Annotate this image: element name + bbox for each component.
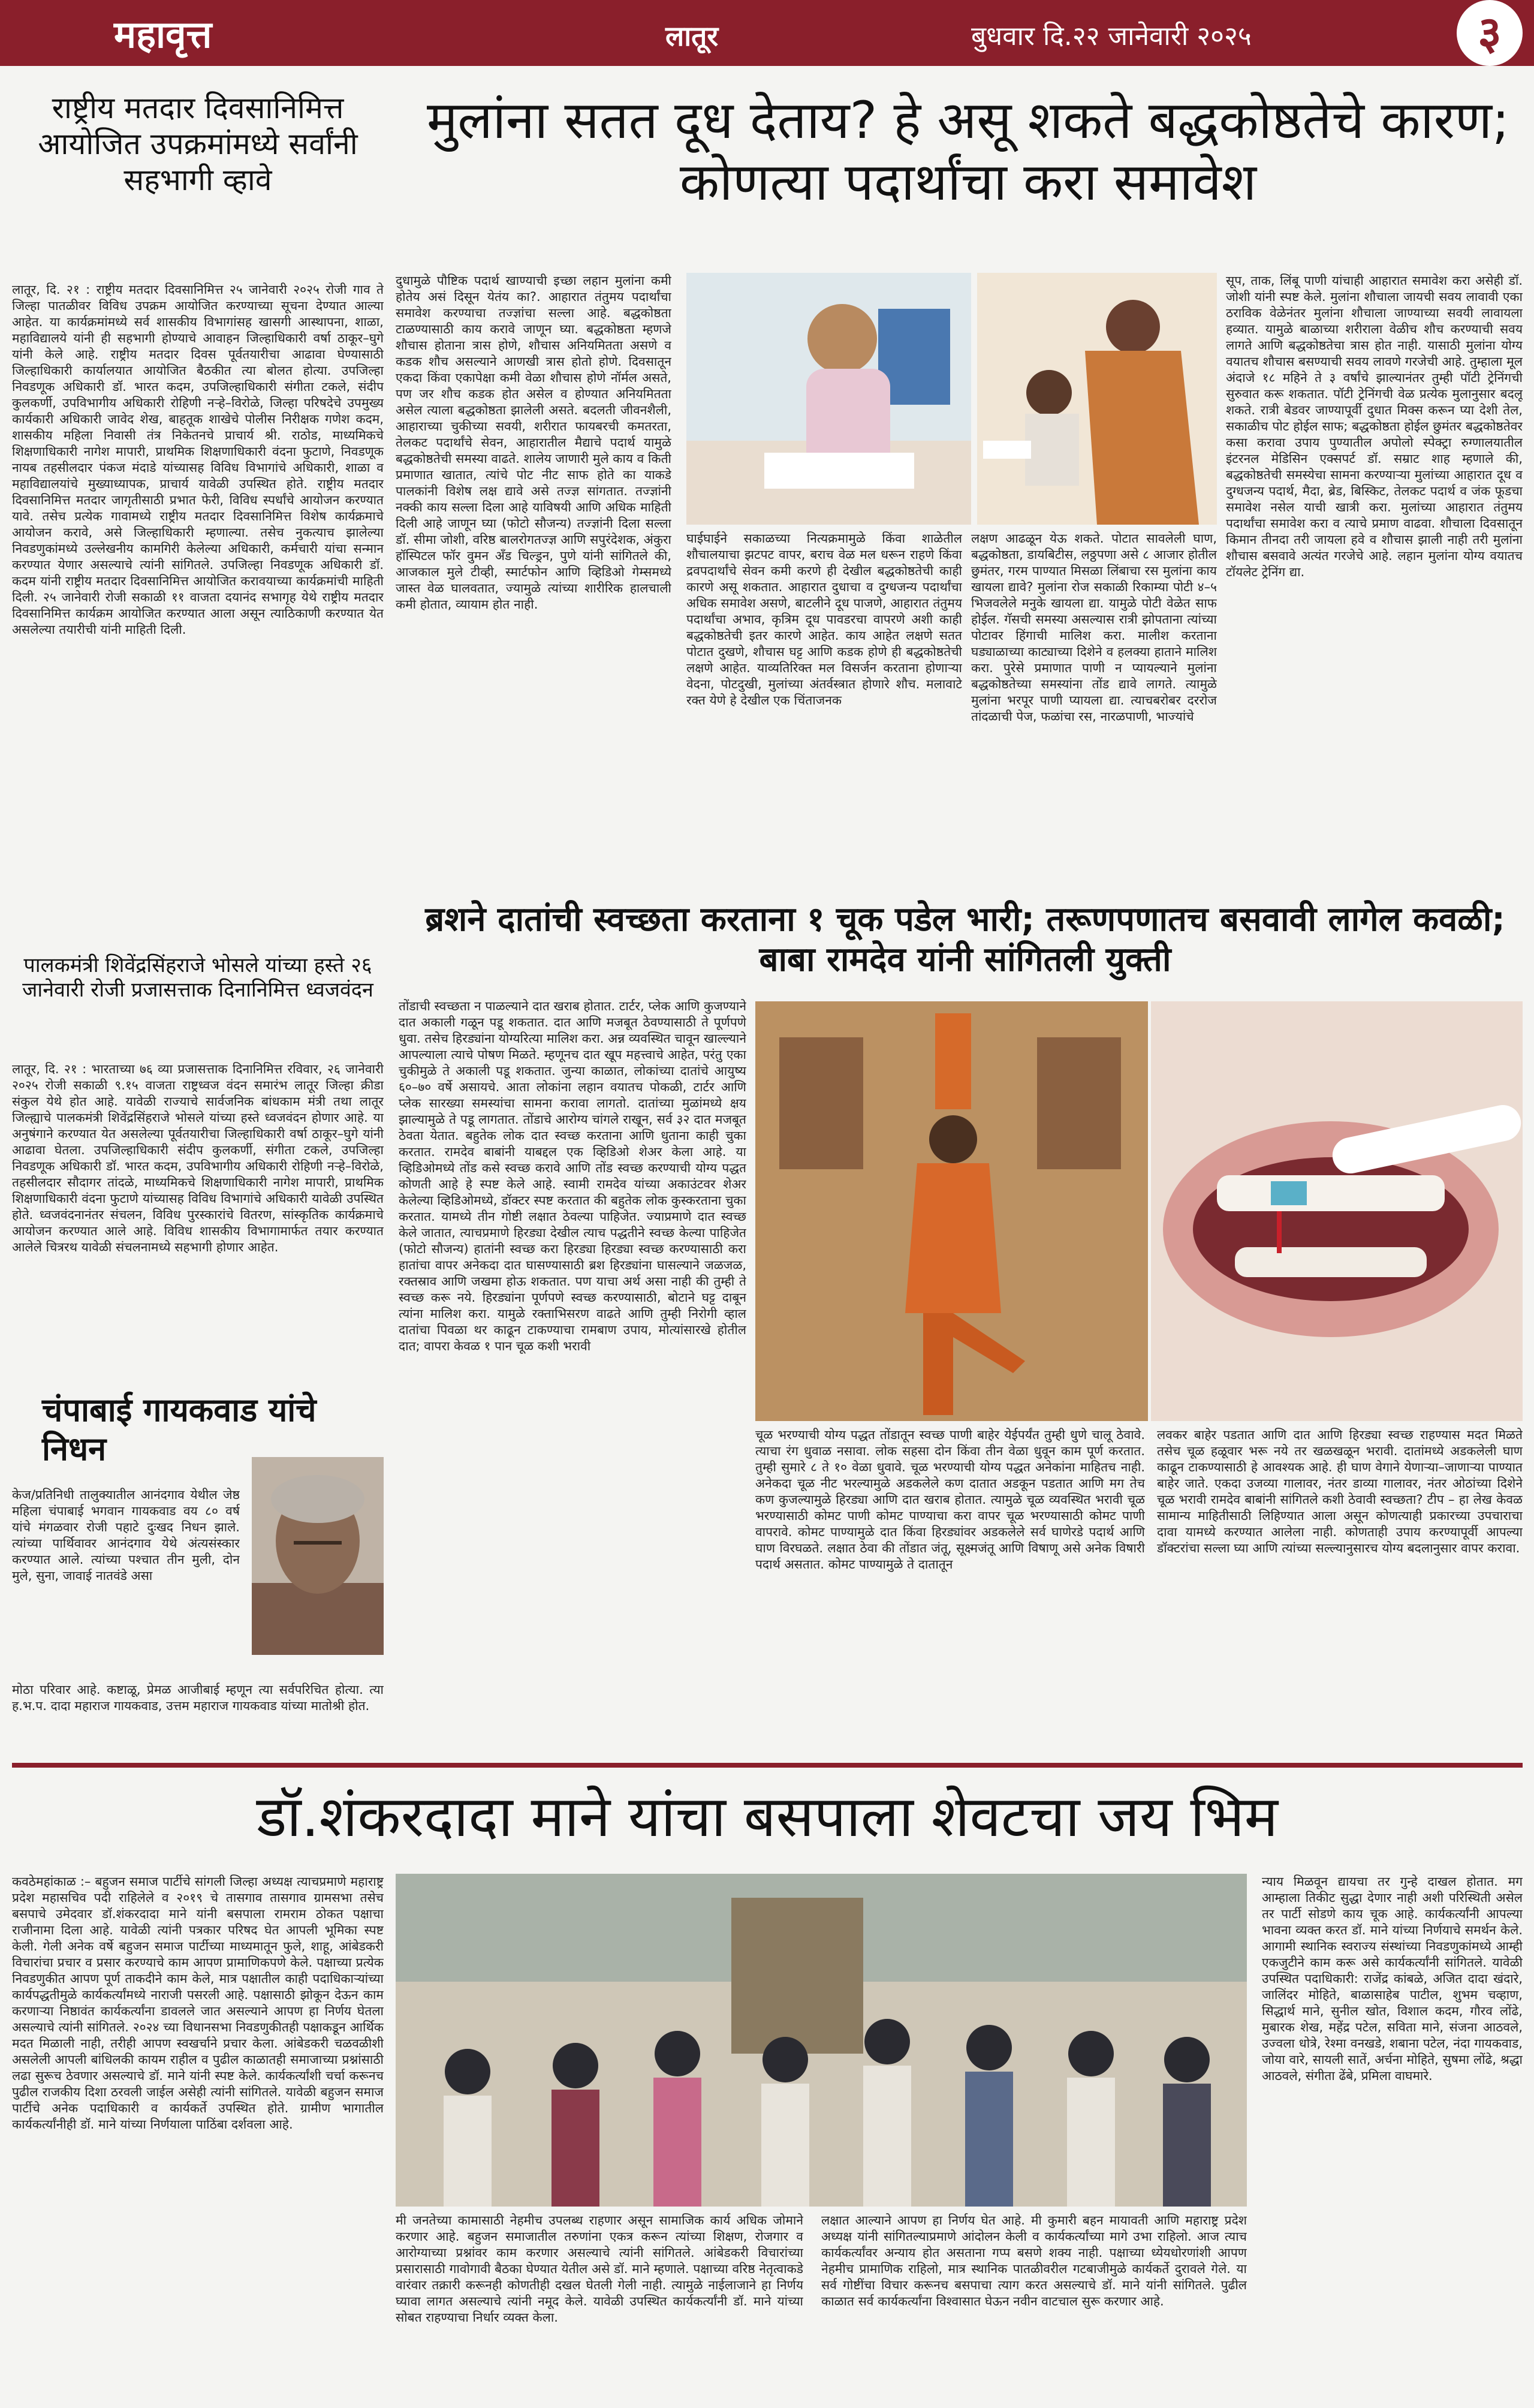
milk-article-col1: दुधामुळे पौष्टिक पदार्थ खाण्याची इच्छा लहान मुलांना कमी होतेय असं दिसून येतंय का?. आहारात तंतुमय पदार्थांचा समावेश करण्याचा तज्ज्ञांचा सल्ला आहे. बद्धकोष्ठता टाळण्यासाठी काय करावे जाणून घ्या. बद्धकोष्ठता म्हणजे शौचास होताना त्रास होणे, शौचास अनियमितता असणे व कडक शौच असल्याने आणखी त्रास होतो होणे. दिवसातून एकदा किंवा एकापेक्षा कमी वेळा शौचास होणे नॉर्मल असते, पण जर शौच कडक होत असेल व होण्यात अनियमितता असेल त्याला बद्धकोष्ठता झालेली असते. बदलती जीवनशैली, आहाराच्या चुकीच्या सवयी, शरीरात फायबरची कमतरता, तेलकट पदार्थांचे सेवन, आहारातील मैद्याचे पदार्थ यामुळे बद्धकोष्ठतेची समस्या वाढते. शालेय जाणारी मुले काय व किती प्रमाणात खातात, त्यांचे पोट नीट साफ होते का याकडे पालकांनी विशेष लक्ष द्यावे असे तज्ज्ञ सांगतात. तज्ज्ञांनी नक्की काय सल्ला दिला आहे याविषयी आणि अधिक माहिती दिली आहे जाणून घ्या (फोटो सौजन्य) तज्ज्ञांनी दिला सल्ला डॉ. सीमा जोशी, वरिष्ठ बालरोगतज्ज्ञ आणि सपुरंदेशक, अंकुरा हॉस्पिटल फॉर वुमन अँड चिल्ड्रन, पुणे यांनी सांगितले की, आजकाल मुले टीव्ही, स्मार्टफोन आणि व्हिडिओ गेम्समध्ये जास्त वेळ घालवतात, ज्यामुळे त्यांच्या शारीरिक हालचाली कमी होतात, व्यायाम होत नाही. [396,273,671,612]
masthead-bar [0,0,1534,66]
bsp-article-col2: मी जनतेच्या कामासाठी नेहमीच उपलब्ध राहणार असून सामाजिक कार्य अधिक जोमाने करणार आहे. बहुजन समाजातील तरुणांना एकत्र करून त्यांच्या शिक्षण, रोजगार व आरोग्याच्या प्रश्नांवर काम करणार असल्याचे त्यांनी सांगितले. आंबेडकरी विचारांच्या प्रसारासाठी गावोगावी बैठका घेण्यात येतील असे डॉ. माने म्हणाले. पक्षाच्या वरिष्ठ नेतृत्वाकडे वारंवार तक्रारी करूनही कोणतीही दखल घेतली गेली नाही. त्यामुळे नाईलाजाने हा निर्णय घ्यावा लागत असल्याचे त्यांनी नमूद केले. यावेळी उपस्थित कार्यकर्त्यांनी डॉ. माने यांच्या सोबत राहण्याचा निर्धार व्यक्त केला. [396,2213,803,2325]
milk-article-col2: घाईघाईने सकाळच्या नित्यक्रमामुळे किंवा शाळेतील शौचालयाचा झटपट वापर, बराच वेळ मल धरून राहणे किंवा द्रवपदार्थांचे सेवन कमी करणे ही देखील बद्धकोष्ठतेची काही कारणे असू शकतात. आहारात दुधाचा व दुग्धजन्य पदार्थांचा अधिक समावेश असणे, बाटलीने दूध पाजणे, आहारात तंतुमय पदार्थांचा अभाव, कृत्रिम दूध पावडरचा वापरणे अशी काही बद्धकोष्ठतेची इतर कारणे आहेत. काय आहेत लक्षणे सतत पोटात दुखणे, शौचास घट्ट आणि कडक होणे ही बद्धकोष्ठतेची लक्षणे आहेत. याव्यतिरिक्त मल विसर्जन करताना होणाऱ्या वेदना, पोटदुखी, मुलांच्या अंतर्वस्त्रात होणारे शौच. मलावाटे रक्त येणे हे देखील एक चिंताजनक [686,531,962,708]
obituary-body-top: केज/प्रतिनिधी तालुक्यातील आनंदगाव येथील जेष्ठ महिला चंपाबाई भगवान गायकवाड वय ८० वर्ष यांचे मंगळवार रोजी पहाटे दुःखद निधन झाले. त्यांच्या पार्थिवावर आनंदगाव येथे अंत्यसंस्कार करण्यात आले. त्यांच्या पश्चात तीन मुली, दोन मुले, सुना, जावाई नातवंडे असा [12,1488,240,1583]
bsp-article-headline: डॉ.शंकरदादा माने यांचा बसपाला शेवटचा जय भिम [256,1784,1279,1850]
elderly-woman-portrait [252,1457,384,1655]
obituary-body-bottom: मोठा परिवार आहे. कष्टाळू, प्रेमळ आजीबाई म्हणून त्या सर्वपरिचित होत्या. त्या ह.भ.प. दादा महाराज गायकवाड, उत्तम महाराज गायकवाड यांच्या मातोश्री होत. [12,1682,384,1713]
toothbrush-bleeding-gums-photo [1151,1001,1523,1421]
milk-article-col4: सूप, ताक, लिंबू पाणी यांचाही आहारात समावेश करा असेही डॉ. जोशी यांनी स्पष्ट केले. मुलांना शौचाला जायची सवय लावावी एका ठराविक वेळेनंतर मुलांना शौचाला जाण्याच्या सवयी लावायला हव्यात. यामुळे बाळाच्या शरीराला वेळीच शौच करण्याची सवय लागते आणि बद्धकोष्ठतेचा त्रास होत नाही. यासाठी मुलांना योग्य वयातच शौचास बसण्याची सवय लावणे गरजेची आहे. तुम्हाला मूल अंदाजे १८ महिने ते ३ वर्षांचे झाल्यानंतर तुम्ही पॉटी ट्रेनिंगची सुरुवात करू शकतात. पॉटी ट्रेनिंगची वेळ प्रत्येक मुलानुसार बदलू शकते. रात्री बेडवर जाण्यापूर्वी दुधात मिक्स करून प्या देशी तेल, सकाळीच पोट होईल साफ; बद्धकोष्ठता होईल छुमंतर बद्धकोष्ठतेवर कसा करावा उपाय पुण्यातील अपोलो स्पेक्ट्रा रुग्णालयातील इंटरनल मेडिसिन एक्सपर्ट डॉ. सम्राट शाह म्हणाले की, बद्धकोष्ठतेची समस्येचा सामना करण्याऱ्या मुलांच्या आहारात दूध व दुग्धजन्य पदार्थ, मैदा, ब्रेड, बिस्किट, तेलकट पदार्थ व जंक फूडचा समावेश नसेल याची खात्री करा. मुलांच्या आहारात तंतुमय पदार्थांचा समावेश करा व त्याचे प्रमाण वाढवा. शौचाला दिवसातून किमान तीनदा तरी जायला हवे व शौचास झाली नाही तरी मुलांना शौचास बसवावे अत्यंत गरजेचे आहे. लहान मुलांना योग्य वयातच टॉयलेट ट्रेनिंग द्या. [1226,273,1523,579]
article-voter-day-title: राष्ट्रीय मतदार दिवसानिमित्त आयोजित उपक्रमांमध्ये सर्वांनी सहभागी व्हावे [38,91,358,197]
teeth-article-col3: लवकर बाहेर पडतात आणि दात आणि हिरड्या स्वच्छ राहण्यास मदत मिळते तसेच चूळ हळूवार भरू नये तर खळखळून भरावी. दातांमध्ये अडकलेली घाण काढून टाकण्यासाठी हे आवश्यक आहे. ही घाण वेगाने येणाऱ्या–जाणाऱ्या पाण्यात बाहेर जाते. एकदा उजव्या गालावर, नंतर डाव्या गालावर, नंतर ओठांच्या दिशेने चूळ भरावी रामदेव बाबांनी सांगितले कशी ठेवावी स्वच्छता? टीप – हा लेख केवळ सामान्य माहितीसाठी लिहिण्यात आला असून कोणत्याही प्रकारच्या उपचाराचा दावा यामध्ये करण्यात आलेला नाही. कोणताही उपाय करण्यापूर्वी आपल्या डॉक्टरांचा सल्ला घ्या आणि त्यांच्या सल्ल्यानुसारच योग्य बदलानुसार वापर करावा. [1157,1428,1523,1555]
masthead-city: लातूर [665,20,719,52]
masthead-date: बुधवार दि.२२ जानेवारी २०२५ [971,21,1252,52]
section-divider [12,1763,1523,1768]
milk-article-col3: लक्षण आढळून येऊ शकते. पोटात सावलेली घाण, बद्धकोष्ठता, डायबिटीस, लठ्ठपणा असे ८ आजार होतील छुमंतर, गरम पाण्यात मिसळा लिंबाचा रस मुलांना काय खायला द्यावे? मुलांना रोज सकाळी रिकाम्या पोटी ४–५ भिजवलेले मनुके खायला द्या. यामुळे पोटी वेळेत साफ होईल. गॅसची समस्या असल्यास रात्री झोपताना त्यांच्या पोटावर हिंगाची मालिश करा. मालीश करताना घड्याळाच्या काट्याच्या दिशेने व हलक्या हाताने मालिश करा. पुरेसे प्रमाणात पाणी न प्यायल्याने मुलांना बद्धकोष्ठतेच्या समस्यांना तोंड द्यावे लागते. त्यामुळे मुलांना भरपूर पाणी प्यायला द्या. त्याचबरोबर दररोज तांदळाची पेज, फळांचा रस, नारळपाणी, भाज्यांचे [971,531,1217,724]
milk-article-headline: मुलांना सतत दूध देताय? हे असू शकते बद्धकोष्ठतेचे कारण; कोणत्या पदार्थांचा करा समावेश [426,91,1510,213]
article-voter-day-body: लातूर, दि. २१ : राष्ट्रीय मतदार दिवसानिमित्त २५ जानेवारी २०२५ रोजी गाव ते जिल्हा पातळीवर विविध उपक्रम आयोजित करण्याच्या सूचना देण्यात आल्या आहेत. या कार्यक्रमांमध्ये सर्व शासकीय विभागांसह खासगी आस्थापना, शाळा, महाविद्यालये यांनी ही सहभागी होण्याचे आवाहन जिल्हाधिकारी वर्षा ठाकूर–घुगे यांनी केले आहे. राष्ट्रीय मतदार दिवस पूर्वतयारीचा आढावा घेण्यासाठी जिल्हाधिकारी कार्यालयात आयोजित बैठकीत त्या बोलत होत्या. उपजिल्हा निवडणूक अधिकारी डॉ. भारत कदम, उपजिल्हाधिकारी संगीता टकले, संदीप कुलकर्णी, उपविभागीय अधिकारी रोहिणी नऱ्हे–विरोळे, जिल्हा परिषदेचे उपमुख्य कार्यकारी अधिकारी जावेद शेख, बाहतूक शाखेचे पोलीस निरीक्षक गणेश कदम, शासकीय महिला निवासी तंत्र निकेतनचे प्राचार्य श्री. राठोड, माध्यमिकचे शिक्षणाधिकारी नागेश मापारी, प्राथमिक शिक्षणाधिकारी वंदना फुटाणे, निवडणूक नायब तहसीलदार पंकज मंदाडे यांच्यासह विविध विभागांचे अधिकारी, शाळा व महाविद्यालयांचे मुख्याध्यापक, प्राचार्य यावेळी उपस्थित होते. राष्ट्रीय मतदार दिवसानिमित्त मतदार जागृतीसाठी प्रभात फेरी, विविध स्पर्धांचे आयोजन करण्यात यावे. तसेच प्रत्येक गावामध्ये राष्ट्रीय मतदार दिवसानिमित्त विशेष कार्यक्रमाचे आयोजन करावे, असे जिल्हाधिकारी म्हणाल्या. तसेच नुकत्याच झालेल्या निवडणुकांमध्ये उल्लेखनीय कामगिरी केलेल्या अधिकारी, कर्मचारी यांचा सन्मान करण्यात येणार असल्याचे त्यांनी सांगितले. उपजिल्हा निवडणूक अधिकारी डॉ. कदम यांनी राष्ट्रीय मतदार दिवसानिमित्त आयोजित करावयाच्या कार्यक्रमांची माहिती दिली. २५ जानेवारी रोजी सकाळी ११ वाजता दयानंद सभागृह येथे राष्ट्रीय मतदार दिवसानिमित्त कार्यक्रम आयोजित करण्यात आला असून त्याठिकाणी करण्यात येत असलेल्या तयारीची यांनी माहिती दिली. [12,282,384,637]
teeth-article-headline: ब्रशने दातांची स्वच्छता करताना १ चूक पडेल भारी; तरूणपणातच बसवावी लागेल कवळी; बाबा रामदेव यांनी सांगितली युक्ती [425,900,1505,980]
mother-child-washing-photo [977,273,1217,525]
bsp-article-col4: न्याय मिळवून द्यायचा तर गुन्हे दाखल होतात. मग आम्हाला तिकीट सुद्धा देणार नाही अशी परिस्थिती असेल तर पार्टी सोडणे काय चूक आहे. कार्यकर्त्यांनी आपल्या भावना व्यक्त करत डॉ. माने यांच्या निर्णयाचे समर्थन केले. आगामी स्थानिक स्वराज्य संस्थांच्या निवडणुकांमध्ये आम्ही एकजुटीने काम करू असे कार्यकर्त्यांनी सांगितले. यावेळी उपस्थित पदाधिकारी: राजेंद्र कांबळे, अजित दादा खंदारे, जालिंदर मोहिते, बाळासाहेब पाटील, शुभम चव्हाण, सिद्धार्थ माने, सुनील खोत, विशाल कदम, गौरव लोंढे, मुबारक शेख, महेंद्र पटेल, सविता माने, संजना आठवले, उज्वला धोत्रे, रेश्मा वनखडे, शबाना पटेल, नंदा गायकवाड, जोया वारे, सायली सातें, अर्चना मोहिते, सुषमा लोंढे, श्रद्धा आठवले, संगीता ढेंबे, प्रमिला वाघमारे. [1262,1874,1523,2083]
teeth-article-col2: चूळ भरण्याची योग्य पद्धत तोंडातून स्वच्छ पाणी बाहेर येईपर्यंत तुम्ही धुणे चालू ठेवावे. त्याचा रंग धुवाळ नसावा. लोक सहसा दोन किंवा तीन वेळा धुवून काम पूर्ण करतात. तुम्ही सुमारे ८ ते १० वेळा धुवावे. चूळ भरण्याची योग्य पद्धत अनेकांना माहितच नाही. अनेकदा चूळ नीट भरल्यामुळे अडकलेले कण दातात अडकून पडतात आणि मग तेच कण कुजल्यामुळे हिरड्या आणि दात खराब होतात. त्यामुळे चूळ व्यवस्थित भरावी चूळ भरण्यासाठी कोमट पाणी कोमट पाण्याचा करा वापर चूळ भरण्यासाठी कोमट पाणी वापरावे. कोमट पाण्यामुळे दात किंवा हिरड्यांवर अडकलेले सर्व घाणेरडे पदार्थ आणि घाण विरघळते. लक्षात ठेवा की तोंडात जंतू, सूक्ष्मजंतू आणि विषाणू असे अनेक विषारी पदार्थ असतात. कोमट पाण्यामुळे ते दातातून [755,1428,1145,1572]
obituary-title: चंपाबाई गायकवाड यांचे निधन [42,1391,317,1468]
article-republic-day-title: पालकमंत्री शिवेंद्रसिंहराजे भोसले यांच्या हस्ते २६ जानेवारी रोजी प्रजासत्ताक दिनानिमित्त ध्वजवंदन [22,953,373,1002]
bsp-group-photo [396,1874,1247,2207]
masthead-title: महावृत्त [114,13,212,56]
article-republic-day-body: लातूर, दि. २१ : भारताच्या ७६ व्या प्रजासत्ताक दिनानिमित्त रविवार, २६ जानेवारी २०२५ रोजी सकाळी ९.१५ वाजता राष्ट्रध्वज वंदन समारंभ लातूर जिल्हा क्रीडा संकुल येथे होत आहे. यावेळी राज्याचे सार्वजनिक बांधकाम मंत्री तथा लातूर जिल्ह्याचे पालकमंत्री शिवेंद्रसिंहराजे भोसले यांच्या हस्ते ध्वजवंदन होणार आहे. या अनुषंगाने करण्यात येत असलेल्या पूर्वतयारीचा जिल्हाधिकारी वर्षा ठाकूर–घुगे यांनी आढावा घेतला. उपजिल्हाधिकारी संदीप कुलकर्णी, संगीता टकले, उपजिल्हा निवडणूक अधिकारी डॉ. भारत कदम, उपविभागीय अधिकारी रोहिणी नऱ्हे–विरोळे, तहसीलदार सौदागर तांदळे, माध्यमिकचे शिक्षणाधिकारी नागेश मापारी, प्राथमिक शिक्षणाधिकारी वंदना फुटाणे यांच्यासह विविध विभागांचे अधिकारी यावेळी उपस्थित होते. ध्वजवंदनानंतर संचलन, विविध पुरस्कारांचे वितरण, सांस्कृतिक कार्यक्रमाचे आयोजन करण्यात आले आहे. विविध शासकीय विभागामार्फत तयार करण्यात आलेले चित्ररथ यावेळी संचलनामध्ये सहभागी होणार आहेत. [12,1062,384,1254]
child-reading-photo [686,273,971,525]
teeth-article-col1: तोंडाची स्वच्छता न पाळल्याने दात खराब होतात. टार्टर, प्लेक आणि कुजण्याने दात अकाली गळून पडू शकतात. दात आणि मजबूत ठेवण्यासाठी ते पूर्णपणे धुवा. तसेच हिरड्यांना योग्यरित्या मालिश करा. अन्न व्यवस्थित चावून खाल्ल्याने आपल्याला त्याचे पोषण मिळते. म्हणूनच दात खूप महत्त्वाचे आहेत, परंतु एका चुकीमुळे ते अकाली पडू शकतात. जुन्या काळात, लोकांच्या दातांचे आयुष्य ६०–७० वर्षे असायचे. आता लोकांना लहान वयातच पोकळी, टार्टर आणि प्लेक सारख्या समस्यांचा सामना करावा लागतो. दातांच्या मुळांमध्ये क्षय झाल्यामुळे ते पडू लागतात. तोंडाचे आरोग्य चांगले राखून, सर्व ३२ दात मजबूत ठेवता येतात. बहुतेक लोक दात स्वच्छ करताना आणि धुताना काही चुका करतात. रामदेव बाबांनी याबद्दल एक व्हिडिओ शेअर केला आहे. या व्हिडिओमध्ये तोंड कसे स्वच्छ करावे आणि तोंड स्वच्छ करण्याची योग्य पद्धत कोणती आहे हे स्पष्ट केले आहे. स्वामी रामदेव यांच्या अकाउंटवर शेअर केलेल्या व्हिडिओमध्ये, डॉक्टर स्पष्ट करतात की बहुतेक लोक कुस्करताना चुका करतात. यामध्ये तीन गोष्टी लक्षात ठेवल्या पाहिजेत. ज्याप्रमाणे दात स्वच्छ केले जातात, त्याचप्रमाणे हिरड्या देखील त्याच पद्धतीने स्वच्छ केल्या पाहिजेत (फोटो सौजन्य) हातांनी स्वच्छ करा हिरड्या हिरड्या स्वच्छ करण्यासाठी करा हातांचा वापर अनेकदा दात घासण्यासाठी ब्रश हिरड्यांना घासल्याने जळजळ, रक्तस्राव आणि जखमा होऊ शकतात. पण याचा अर्थ असा नाही की तुम्ही ते स्वच्छ करू नये. हिरड्यांना पूर्णपणे स्वच्छ करण्यासाठी, बोटाने घट्ट दाबून त्यांना मालिश करा. यामुळे रक्ताभिसरण वाढते आणि तुम्ही निरोगी व्हाल दातांचा पिवळा थर काढून टाकण्याचा रामबाण उपाय, मोत्यांसारखे होतील दात; वापरा केवळ १ पान चूळ कशी भरावी [399,999,746,1353]
bsp-article-col3: लक्षात आल्याने आपण हा निर्णय घेत आहे. मी कुमारी बहन मायावती आणि महाराष्ट्र प्रदेश अध्यक्ष यांनी सांगितल्याप्रमाणे आंदोलन केली व कार्यकर्त्यांच्या मागे उभा राहिलो. आज त्याच कार्यकर्त्यांवर अन्याय होत असताना गप्प बसणे शक्य नाही. पक्षाच्या ध्येयधोरणांशी आपण नेहमीच प्रामाणिक राहिलो, मात्र स्थानिक पातळीवरील गटबाजीमुळे कार्यकर्ते दुरावले गेले. या सर्व गोष्टींचा विचार करूनच बसपाचा त्याग करत असल्याचे डॉ. माने यांनी सांगितले. पुढील काळात सर्व कार्यकर्त्यांना विश्वासात घेऊन नवीन वाटचाल सुरू करणार आहे. [821,2213,1247,2308]
page-number: ३ [1457,0,1523,66]
baba-ramdev-yoga-photo [755,1001,1148,1421]
bsp-article-col1: कवठेमहांकाळ :– बहुजन समाज पार्टीचे सांगली जिल्हा अध्यक्ष त्याचप्रमाणे महाराष्ट्र प्रदेश महासचिव पदी राहिलेले व २०१९ चे तासगाव तासगाव ग्रामसभा तसेच बसपाचे उमेदवार डॉ.शंकरदादा माने यांनी बसपाला रामराम ठोकत पक्षाचा राजीनामा दिला आहे. यावेळी त्यांनी पत्रकार परिषद घेत आपली भूमिका स्पष्ट केली. गेली अनेक वर्षे बहुजन समाज पार्टीच्या माध्यमातून फुले, शाहू, आंबेडकरी विचारांचा प्रचार व प्रसार करण्याचे काम आपण प्रामाणिकपणे केले. पक्षाच्या प्रत्येक निवडणुकीत आपण पूर्ण ताकदीने काम केले, मात्र पक्षातील काही पदाधिकाऱ्यांच्या कार्यपद्धतीमुळे कार्यकर्त्यांमध्ये नाराजी पसरली आहे. पक्षासाठी झोकून देऊन काम करणाऱ्या निष्ठावंत कार्यकर्त्यांना डावलले जात असल्याने आपण हा निर्णय घेतला असल्याचे त्यांनी सांगितले. २०२४ च्या विधानसभा निवडणुकीतही पक्षाकडून आर्थिक मदत मिळाली नाही, तरीही आपण स्वखर्चाने प्रचार केला. आंबेडकरी चळवळीशी असलेली आपली बांधिलकी कायम राहील व पुढील काळातही समाजाच्या प्रश्नांसाठी लढा सुरूच ठेवणार असल्याचे डॉ. माने यांनी स्पष्ट केले. कार्यकर्त्यांशी चर्चा करूनच पुढील राजकीय दिशा ठरवली जाईल असेही त्यांनी सांगितले. यावेळी बहुजन समाज पार्टीचे अनेक पदाधिकारी व कार्यकर्ते उपस्थित होते. ग्रामीण भागातील कार्यकर्त्यांनीही डॉ. माने यांच्या निर्णयाला पाठिंबा दर्शवला आहे. [12,1874,384,2132]
